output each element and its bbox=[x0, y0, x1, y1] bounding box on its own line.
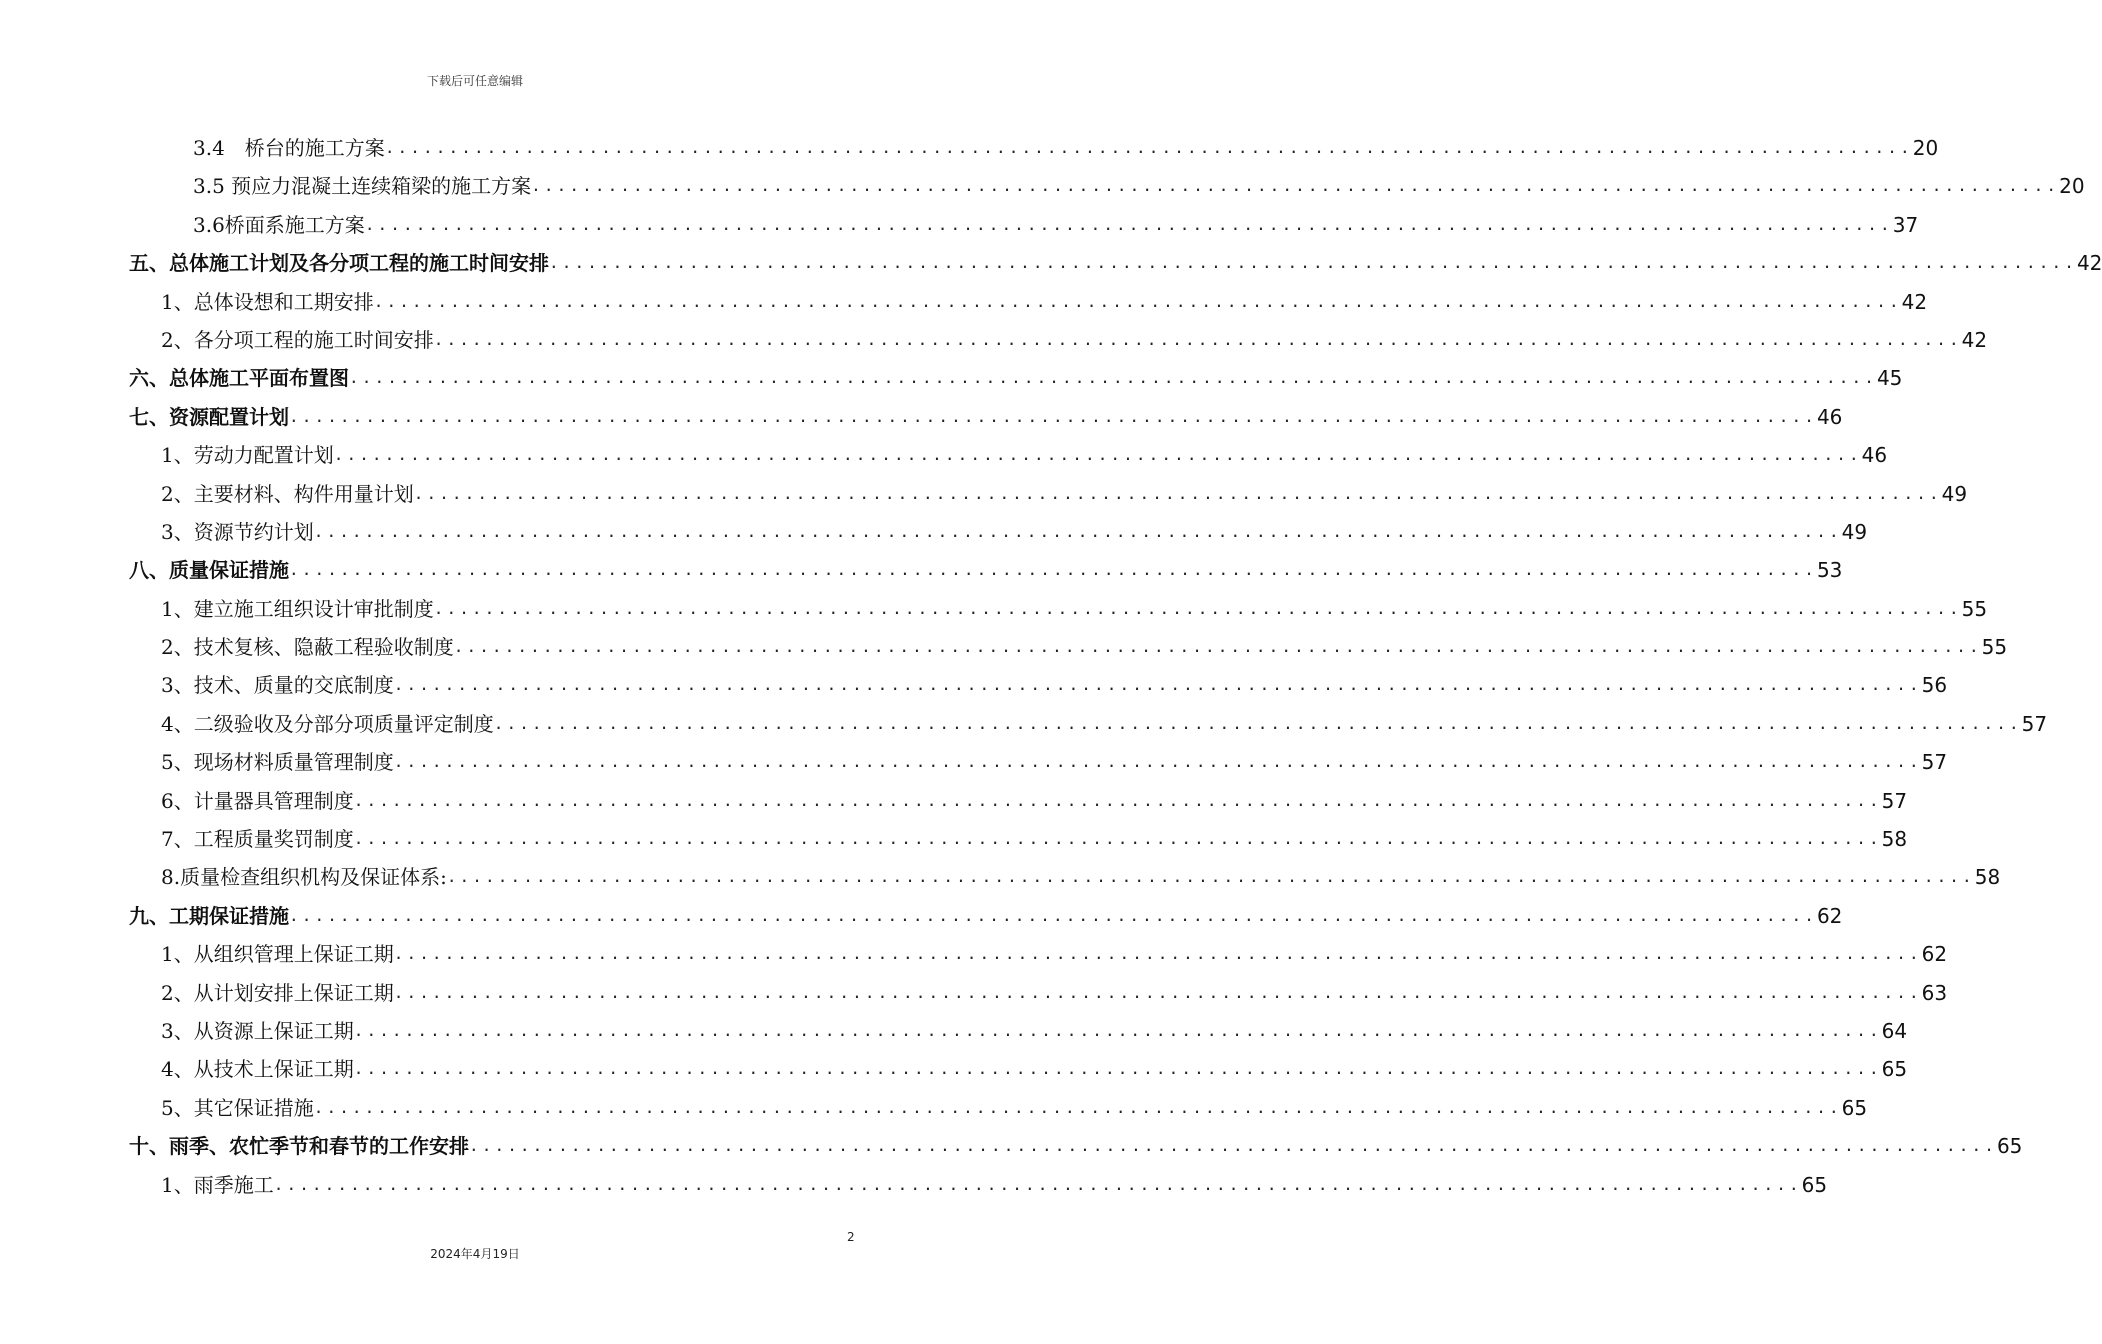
toc-entry[interactable] bbox=[129, 283, 1928, 321]
toc-entry[interactable] bbox=[129, 974, 1948, 1012]
toc-entry-title: 3、技术、质量的交底制度 bbox=[161, 673, 394, 698]
toc-entry[interactable] bbox=[129, 1050, 1908, 1088]
toc-dot-leader: ........................................................................................................................ bbox=[413, 483, 1942, 503]
toc-entry[interactable] bbox=[129, 475, 1968, 513]
toc-dot-leader: ........................................................................................................................ bbox=[393, 944, 1922, 964]
toc-entry-title: 2、从计划安排上保证工期 bbox=[161, 980, 394, 1005]
toc-entry-title: 3、资源节约计划 bbox=[161, 519, 314, 544]
toc-entry-page: 57 bbox=[2021, 711, 2048, 736]
toc-entry-page: 57 bbox=[1881, 788, 1908, 813]
toc-dot-leader: ........................................................................................................................ bbox=[349, 368, 1877, 388]
toc-entry-title: 五、总体施工计划及各分项工程的施工时间安排 bbox=[129, 251, 549, 276]
toc-entry-page: 20 bbox=[2059, 174, 2085, 199]
toc-entry[interactable] bbox=[129, 167, 2085, 205]
toc-dot-leader: ........................................................................................................................ bbox=[353, 790, 1882, 810]
toc-entry-page: 62 bbox=[1921, 942, 1948, 967]
toc-entry-title: 8.质量检查组织机构及保证体系: bbox=[161, 865, 447, 890]
toc-entry-title: 4、从技术上保证工期 bbox=[161, 1057, 354, 1082]
toc-entry-title: 2、各分项工程的施工时间安排 bbox=[161, 327, 434, 352]
toc-entry-title: 7、工程质量奖罚制度 bbox=[161, 827, 354, 852]
footer-date: 2024年4月19日 bbox=[430, 1247, 520, 1261]
toc-entry-title: 5、其它保证措施 bbox=[161, 1095, 314, 1120]
toc-entry-title: 十、雨季、农忙季节和春节的工作安排 bbox=[129, 1134, 469, 1159]
toc-dot-leader: ........................................................................................................................ bbox=[384, 137, 1913, 157]
toc-entry[interactable] bbox=[129, 820, 1908, 858]
toc-entry-title: 4、二级验收及分部分项质量评定制度 bbox=[161, 711, 494, 736]
toc-entry-page: 65 bbox=[1801, 1172, 1828, 1197]
toc-entry[interactable] bbox=[129, 705, 2048, 743]
toc-entry-page: 64 bbox=[1881, 1018, 1908, 1043]
toc-entry-page: 46 bbox=[1861, 443, 1888, 468]
toc-entry-page: 56 bbox=[1921, 673, 1948, 698]
toc-dot-leader: ........................................................................................................................ bbox=[313, 1097, 1842, 1117]
toc-dot-leader: ........................................................................................................................ bbox=[289, 560, 1817, 580]
toc-entry[interactable] bbox=[129, 666, 1948, 704]
toc-entry-title: 5、现场材料质量管理制度 bbox=[161, 750, 394, 775]
toc-entry[interactable] bbox=[129, 513, 1868, 551]
toc-entry-page: 62 bbox=[1816, 903, 1843, 928]
toc-entry-page: 42 bbox=[1961, 327, 1988, 352]
toc-entry-page: 49 bbox=[1841, 519, 1868, 544]
toc-entry[interactable] bbox=[129, 628, 2008, 666]
toc-entry-page: 58 bbox=[1881, 827, 1908, 852]
toc-dot-leader: ........................................................................................................................ bbox=[469, 1136, 1997, 1156]
toc-entry-title: 3、从资源上保证工期 bbox=[161, 1018, 354, 1043]
toc-entry-page: 55 bbox=[1961, 596, 1988, 621]
toc-entry[interactable] bbox=[129, 782, 1908, 820]
toc-entry-title: 1、劳动力配置计划 bbox=[161, 443, 334, 468]
toc-entry-page: 65 bbox=[1881, 1057, 1908, 1082]
toc-entry-title: 九、工期保证措施 bbox=[129, 903, 289, 928]
toc-entry[interactable] bbox=[129, 897, 1843, 935]
toc-dot-leader: ........................................................................................................................ bbox=[353, 1059, 1882, 1079]
toc-entry-title: 6、计量器具管理制度 bbox=[161, 788, 354, 813]
toc-entry[interactable] bbox=[129, 1089, 1868, 1127]
toc-entry-page: 20 bbox=[1912, 135, 1939, 160]
toc-entry[interactable] bbox=[129, 1127, 2023, 1165]
toc-entry[interactable] bbox=[129, 858, 2001, 896]
toc-dot-leader: ........................................................................................................................ bbox=[353, 1020, 1882, 1040]
toc-entry[interactable] bbox=[129, 551, 1843, 589]
toc-entry-title: 1、总体设想和工期安排 bbox=[161, 289, 374, 314]
toc-dot-leader: ........................................................................................................................ bbox=[273, 1174, 1802, 1194]
table-of-contents bbox=[129, 129, 2102, 1204]
toc-dot-leader: ........................................................................................................................ bbox=[531, 176, 2060, 196]
toc-entry-title: 七、资源配置计划 bbox=[129, 404, 289, 429]
toc-dot-leader: ........................................................................................................................ bbox=[364, 214, 1893, 234]
toc-entry[interactable] bbox=[129, 206, 1919, 244]
toc-dot-leader: ........................................................................................................................ bbox=[313, 521, 1842, 541]
toc-dot-leader: ........................................................................................................................ bbox=[289, 905, 1817, 925]
toc-entry-title: 1、建立施工组织设计审批制度 bbox=[161, 596, 434, 621]
toc-entry[interactable] bbox=[129, 1166, 1828, 1204]
toc-entry-title: 1、雨季施工 bbox=[161, 1172, 274, 1197]
toc-dot-leader: ........................................................................................................................ bbox=[493, 713, 2022, 733]
toc-entry-page: 58 bbox=[1974, 865, 2001, 890]
page-header: 下载后可任意编辑 bbox=[426, 74, 523, 88]
toc-entry[interactable] bbox=[129, 935, 1948, 973]
toc-entry-page: 45 bbox=[1876, 366, 1903, 391]
toc-dot-leader: ........................................................................................................................ bbox=[393, 982, 1922, 1002]
toc-dot-leader: ........................................................................................................................ bbox=[433, 598, 1962, 618]
toc-entry-page: 63 bbox=[1921, 980, 1948, 1005]
toc-entry[interactable] bbox=[129, 359, 1903, 397]
toc-entry-page: 46 bbox=[1816, 404, 1843, 429]
toc-dot-leader: ........................................................................................................................ bbox=[333, 445, 1862, 465]
toc-entry-page: 42 bbox=[2076, 251, 2102, 276]
toc-entry[interactable] bbox=[129, 436, 1888, 474]
toc-entry[interactable] bbox=[129, 1012, 1908, 1050]
toc-entry[interactable] bbox=[129, 743, 1948, 781]
toc-dot-leader: ........................................................................................................................ bbox=[433, 329, 1962, 349]
toc-entry-title: 八、质量保证措施 bbox=[129, 558, 289, 583]
toc-dot-leader: ........................................................................................................................ bbox=[373, 291, 1902, 311]
toc-dot-leader: ........................................................................................................................ bbox=[289, 406, 1817, 426]
toc-entry-page: 55 bbox=[1981, 635, 2008, 660]
toc-entry-page: 53 bbox=[1816, 558, 1843, 583]
toc-entry-page: 49 bbox=[1941, 481, 1968, 506]
toc-entry-title: 3.6桥面系施工方案 bbox=[193, 212, 365, 237]
toc-entry[interactable] bbox=[129, 321, 1988, 359]
toc-entry-page: 65 bbox=[1996, 1134, 2023, 1159]
toc-entry[interactable] bbox=[129, 590, 1988, 628]
toc-dot-leader: ........................................................................................................................ bbox=[446, 867, 1975, 887]
toc-dot-leader: ........................................................................................................................ bbox=[353, 829, 1882, 849]
toc-entry[interactable] bbox=[129, 244, 2102, 282]
toc-entry-title: 六、总体施工平面布置图 bbox=[129, 366, 349, 391]
toc-dot-leader: ........................................................................................................................ bbox=[393, 752, 1922, 772]
toc-dot-leader: ........................................................................................................................ bbox=[393, 675, 1922, 695]
toc-entry-title: 2、主要材料、构件用量计划 bbox=[161, 481, 414, 506]
toc-dot-leader: ........................................................................................................................ bbox=[453, 637, 1982, 657]
toc-entry-title: 3.4 桥台的施工方案 bbox=[193, 135, 385, 160]
toc-entry-title: 1、从组织管理上保证工期 bbox=[161, 942, 394, 967]
toc-entry[interactable] bbox=[129, 398, 1843, 436]
toc-entry-page: 65 bbox=[1841, 1095, 1868, 1120]
toc-entry-page: 57 bbox=[1921, 750, 1948, 775]
toc-entry[interactable] bbox=[129, 129, 1939, 167]
toc-entry-title: 3.5 预应力混凝土连续箱梁的施工方案 bbox=[193, 174, 532, 199]
toc-dot-leader: ........................................................................................................................ bbox=[549, 253, 2077, 273]
toc-entry-page: 37 bbox=[1892, 212, 1919, 237]
toc-entry-title: 2、技术复核、隐蔽工程验收制度 bbox=[161, 635, 454, 660]
page-number: 2 bbox=[847, 1230, 855, 1244]
toc-entry-page: 42 bbox=[1901, 289, 1928, 314]
